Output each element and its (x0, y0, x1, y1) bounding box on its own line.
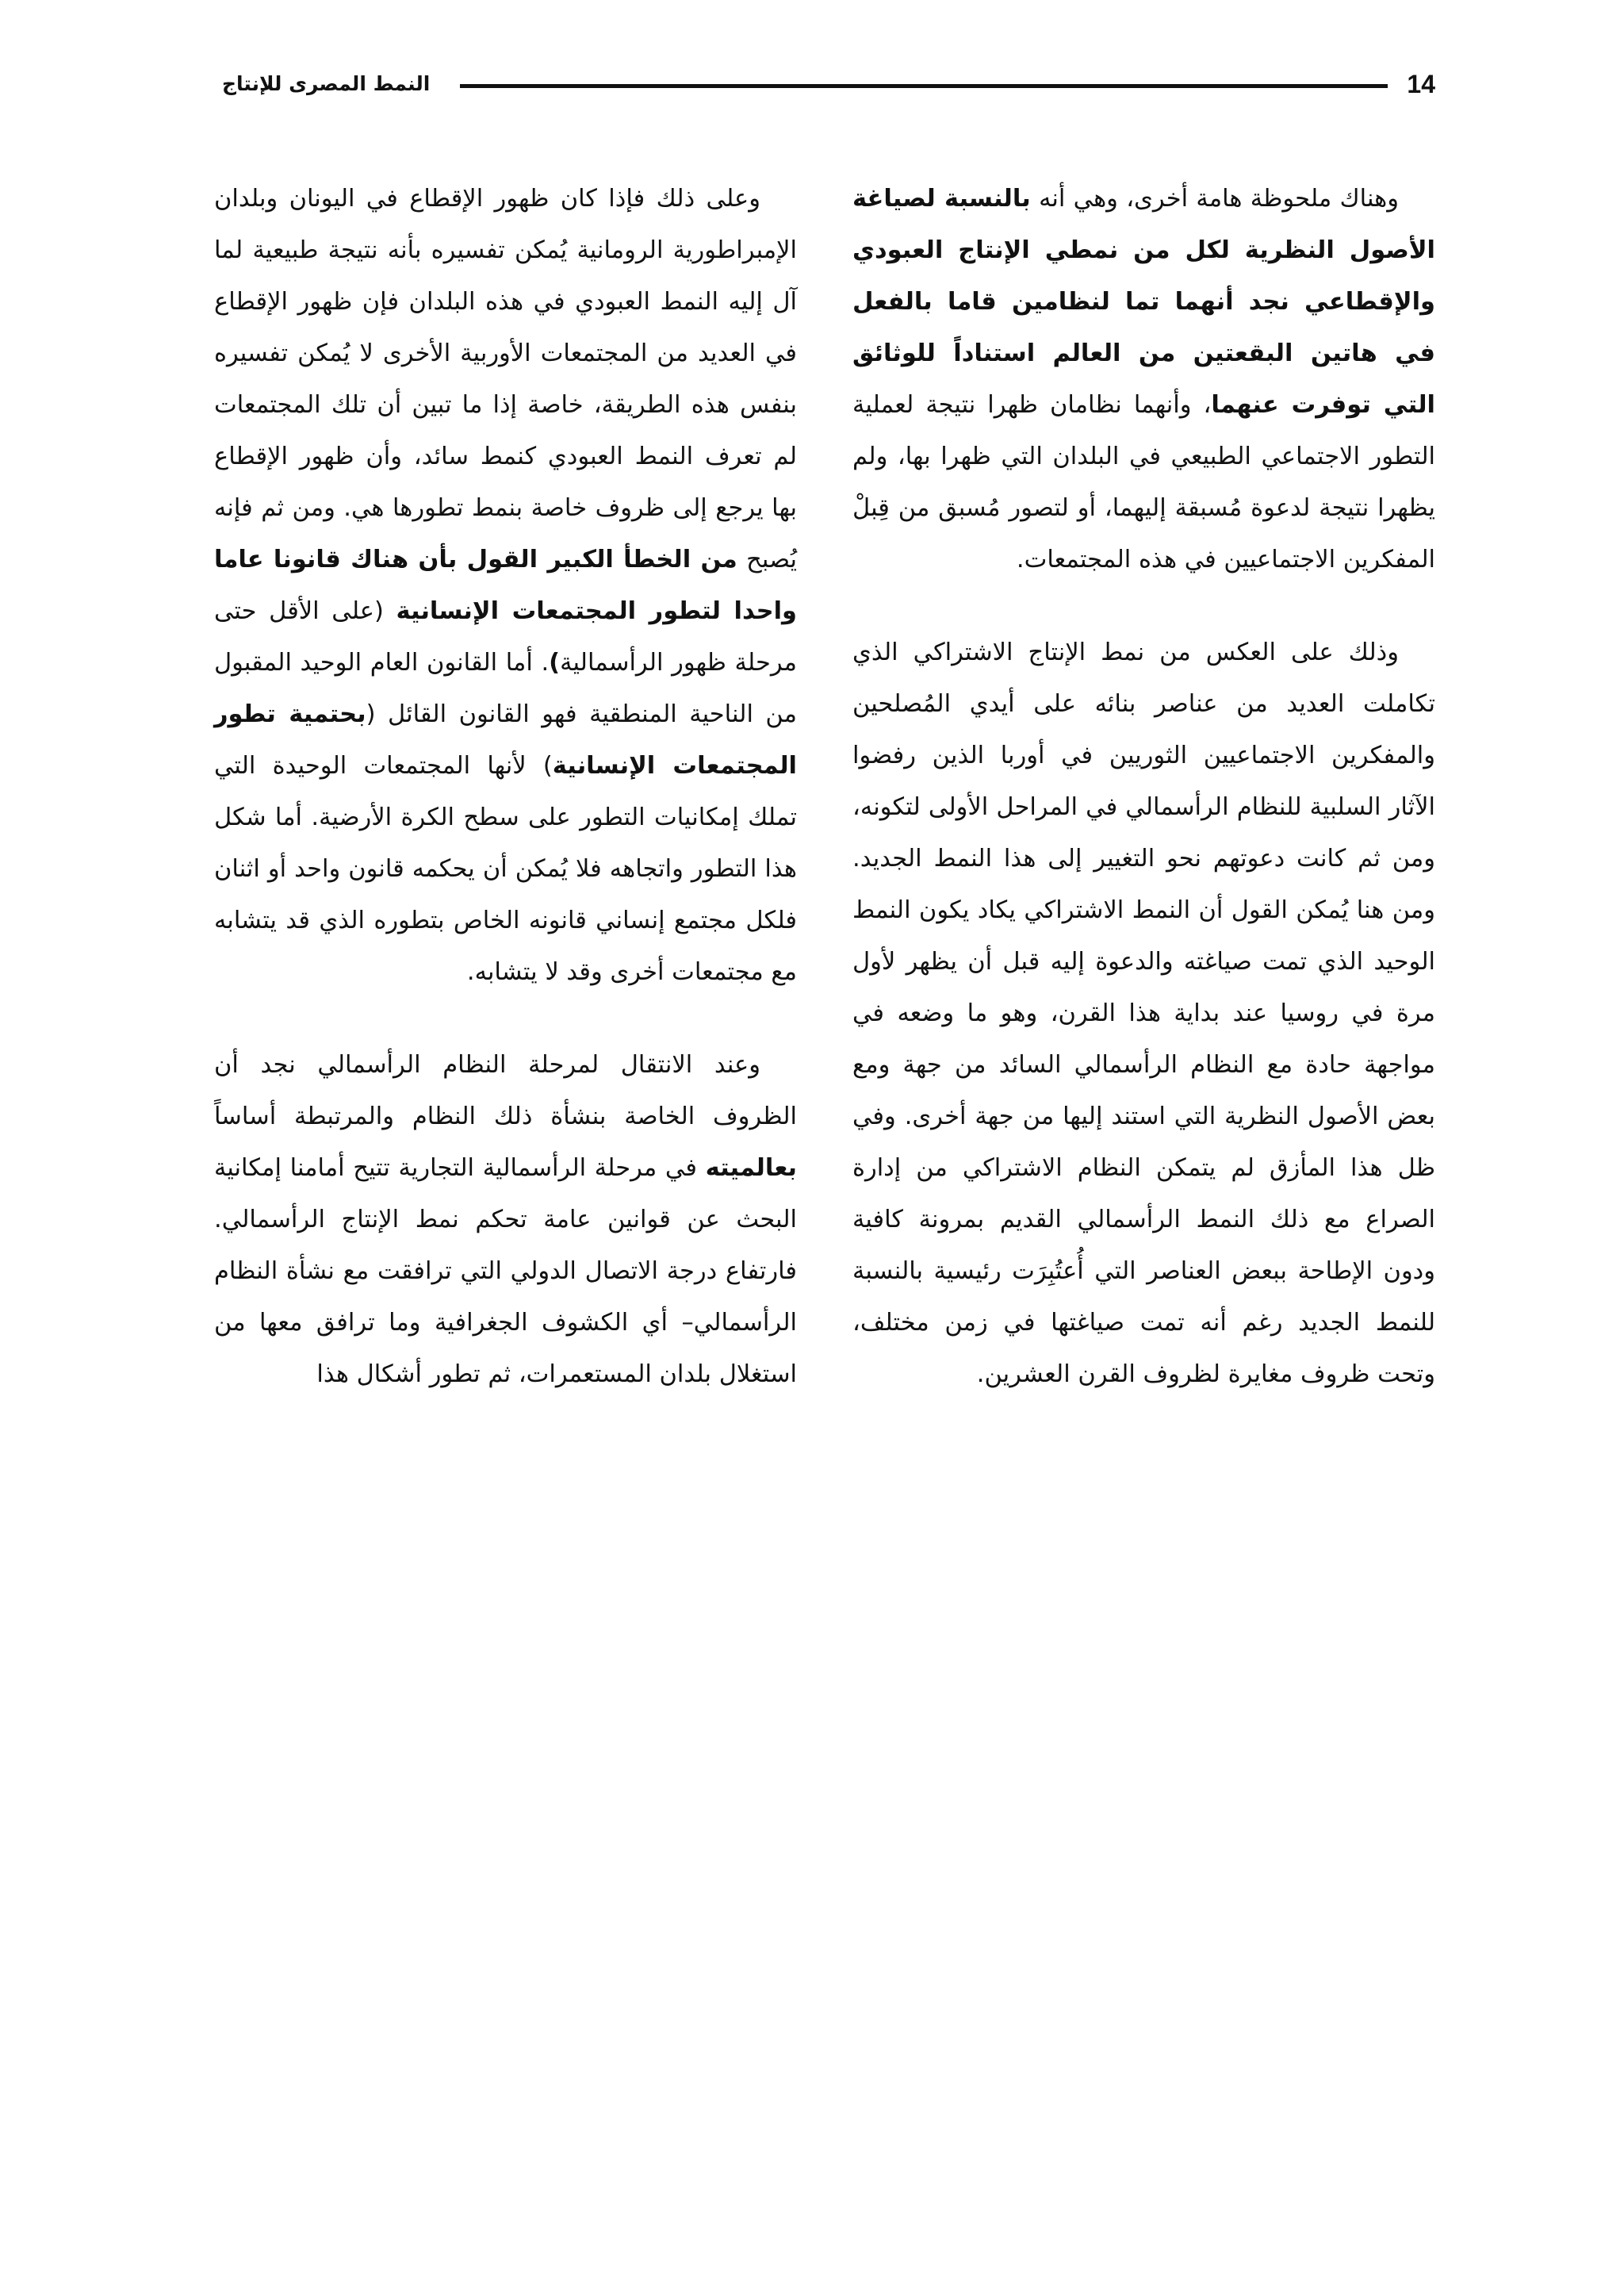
bold-run: بالنسبة لصياغة الأصول النظرية لكل من نمطي الإنتاج العبودي والإقطاعي نجد أنهما تما لنظامين قاما بالفعل في هاتين البقعتين من العالم استناداً للوثائق التي توفرت عنهما (852, 185, 1435, 419)
page-header (222, 63, 1435, 108)
right-column (852, 173, 1435, 1400)
text-run: وعلى ذلك فإذا كان ظهور الإقطاع في اليونان وبلدان الإمبراطورية الرومانية يُمكن تفسيره بأنه نتيجة طبيعية لما آل إليه النمط العبودي في هذه البلدان فإن ظهور الإقطاع في العديد من المجتمعات الأوربية الأخرى لا يُمكن تفسيره بنفس هذه الطريقة، خاصة إذا ما تبين أن تلك المجتمعات لم تعرف النمط العبودي كنمط سائد، وأن ظهور الإقطاع بها يرجع إلى ظروف خاصة بنمط تطورها هي. ومن ثم فإنه يُصبح (214, 185, 798, 573)
paragraph (852, 173, 1435, 585)
text-run: وذلك على العكس من نمط الإنتاج الاشتراكي الذي تكاملت العديد من عناصر بنائه على أيدي المُصلحين والمفكرين الاجتماعيين الثوريين في أوربا الذين رفضوا الآثار السلبية للنظام الرأسمالي في المراحل الأولى لتكونه، ومن ثم كانت دعوتهم نحو التغيير إلى هذا النمط الجديد. ومن هنا يُمكن القول أن النمط الاشتراكي يكاد يكون النمط الوحيد الذي تمت صياغته والدعوة إليه قبل أن يظهر لأول مرة في روسيا عند بداية هذا القرن، وهو ما وضعه في مواجهة حادة مع النظام الرأسمالي السائد من جهة ومع بعض الأصول النظرية التي استند إليها من جهة أخرى. وفي ظل هذا المأزق لم يتمكن النظام الاشتراكي من إدارة الصراع مع ذلك النمط الرأسمالي القديم بمرونة كافية ودون الإطاحة ببعض العناصر التي أُعتُبِرَت رئيسية بالنسبة للنمط الجديد رغم أنه تمت صياغتها في زمن مختلف، وتحت ظروف مغايرة لظروف القرن العشرين. (852, 639, 1435, 1388)
header-rule (460, 84, 1388, 88)
bold-run: بحتمية تطور المجتمعات الإنسانية (214, 700, 797, 780)
text-run: وهناك ملحوظة هامة أخرى، وهي أنه (1030, 185, 1399, 213)
text-run: . أما القانون العام الوحيد المقبول من الناحية المنطقية فهو القانون القائل ( (214, 649, 797, 728)
paragraph (852, 627, 1435, 1400)
text-run: في مرحلة الرأسمالية التجارية تتيح أمامنا إمكانية البحث عن قوانين عامة تحكم نمط الإنتاج الرأسمالي. فارتفاع درجة الاتصال الدولي التي ترافقت مع نشأة النظام الرأسمالي– أي الكشوف الجغرافية وما ترافق معها من استغلال بلدان المستعمرات، ثم تطور أشكال هذا (214, 1154, 797, 1388)
bold-run: بعالميته (705, 1154, 797, 1182)
running-title: النمط المصرى للإنتاج (222, 72, 431, 95)
paragraph (214, 173, 797, 998)
paragraph (214, 1039, 797, 1400)
bold-run: ) (549, 649, 561, 677)
text-run: (على الأقل حتى مرحلة ظهور الرأسمالية (214, 597, 798, 677)
page-number: 14 (1407, 70, 1435, 98)
text-run: وعند الانتقال لمرحلة النظام الرأسمالي نجد أن الظروف الخاصة بنشأة ذلك النظام والمرتبطة أساساً (214, 1051, 797, 1130)
left-column (214, 173, 797, 1400)
text-run: ، وأنهما نظامان ظهرا نتيجة لعملية التطور الاجتماعي الطبيعي في البلدان التي ظهرا بها، ولم يظهرا نتيجة لدعوة مُسبقة إليهما، أو لتصور مُسبق من قِبلْ المفكرين الاجتماعيين في هذه المجتمعات. (852, 391, 1435, 573)
text-run: ) لأنها المجتمعات الوحيدة التي تملك إمكانيات التطور على سطح الكرة الأرضية. أما شكل هذا التطور واتجاهه فلا يُمكن أن يحكمه قانون واحد أو اثنان فلكل مجتمع إنساني قانونه الخاص بتطوره الذي قد يتشابه مع مجتمعات أخرى وقد لا يتشابه. (214, 752, 797, 986)
bold-run: من الخطأ الكبير القول بأن هناك قانونا عاما واحدا لتطور المجتمعات الإنسانية (214, 546, 797, 625)
